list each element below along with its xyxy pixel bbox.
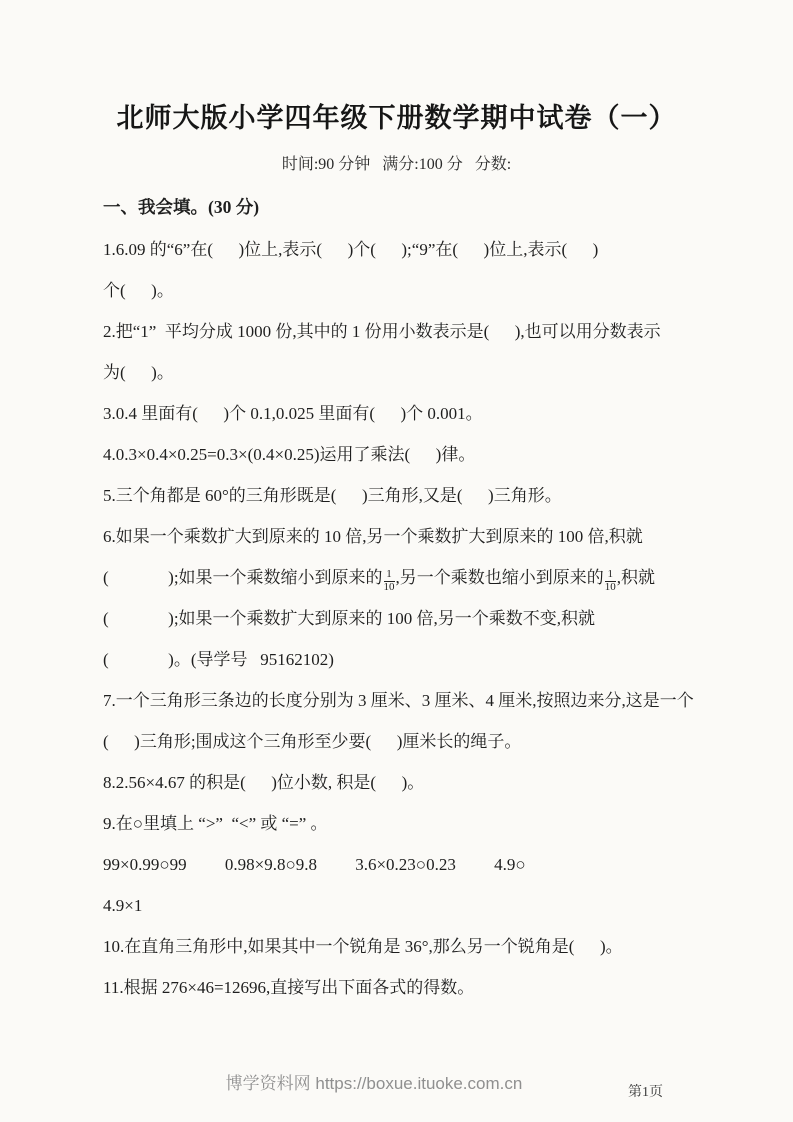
question-line-q4: 4.0.3×0.4×0.25=0.3×(0.4×0.25)运用了乘法( )律。 <box>103 445 476 464</box>
question-line-q7b: ( )三角形;围成这个三角形至少要( )厘米长的绳子。 <box>103 732 522 751</box>
question-line-q8: 8.2.56×4.67 的积是( )位小数, 积是( )。 <box>103 773 425 792</box>
q6b-text-b: ,另一个乘数也缩小到原来的 <box>395 568 604 587</box>
question-line-q5: 5.三个角都是 60°的三角形既是( )三角形,又是( )三角形。 <box>103 486 562 505</box>
fraction-denominator: 10 <box>604 581 616 593</box>
section-heading: 一、我会填。(30 分) <box>103 197 260 217</box>
fraction-one-tenth <box>605 569 616 593</box>
fraction-one-tenth <box>384 569 395 593</box>
fraction-numerator: 1 <box>605 569 616 582</box>
exam-title: 北师大版小学四年级下册数学期中试卷（一） <box>116 103 677 133</box>
q6b-text-a: ( );如果一个乘数缩小到原来的 <box>103 568 383 587</box>
question-line-q10: 10.在直角三角形中,如果其中一个锐角是 36°,那么另一个锐角是( )。 <box>103 937 623 956</box>
footer-watermark: 博学资料网 https://boxue.ituoke.com.cn <box>225 1074 523 1093</box>
question-line-q3: 3.0.4 里面有( )个 0.1,0.025 里面有( )个 0.001。 <box>103 404 483 423</box>
question-line-q2b: 为( )。 <box>103 363 174 382</box>
question-line-q1a: 1.6.09 的“6”在( )位上,表示( )个( );“9”在( )位上,表示( ) <box>103 240 599 259</box>
question-line-q11: 11.根据 276×46=12696,直接写出下面各式的得数。 <box>103 978 475 997</box>
question-line-q1b: 个( )。 <box>103 281 174 300</box>
fraction-denominator: 10 <box>383 581 395 593</box>
question-line-q6a: 6.如果一个乘数扩大到原来的 10 倍,另一个乘数扩大到原来的 100 倍,积就 <box>103 527 643 546</box>
page-number: 第1页 <box>628 1085 663 1100</box>
question-line-q9: 9.在○里填上 “>” “<” 或 “=” 。 <box>103 814 328 833</box>
question-line-q6b-with-fractions <box>103 557 723 598</box>
question-line-q7a: 7.一个三角形三条边的长度分别为 3 厘米、3 厘米、4 厘米,按照边来分,这是一个 <box>103 691 694 710</box>
q6b-text-c: ,积就 <box>616 568 656 587</box>
exam-meta: 时间:90 分钟 满分:100 分 分数: <box>281 156 512 173</box>
question-line-q2a: 2.把“1” 平均分成 1000 份,其中的 1 份用小数表示是( ),也可以用分数表示 <box>103 322 661 341</box>
question-line-q6d: ( )。(导学号 95162102) <box>103 650 334 669</box>
question-line-q9-comparisons-wrap: 4.9×1 <box>103 896 143 915</box>
question-line-q9-comparisons: 99×0.99○99 0.98×9.8○9.8 3.6×0.23○0.23 4.9○ <box>103 855 526 874</box>
fraction-numerator: 1 <box>384 569 395 582</box>
question-line-q6c: ( );如果一个乘数扩大到原来的 100 倍,另一个乘数不变,积就 <box>103 609 596 628</box>
question-lines <box>103 229 723 1008</box>
